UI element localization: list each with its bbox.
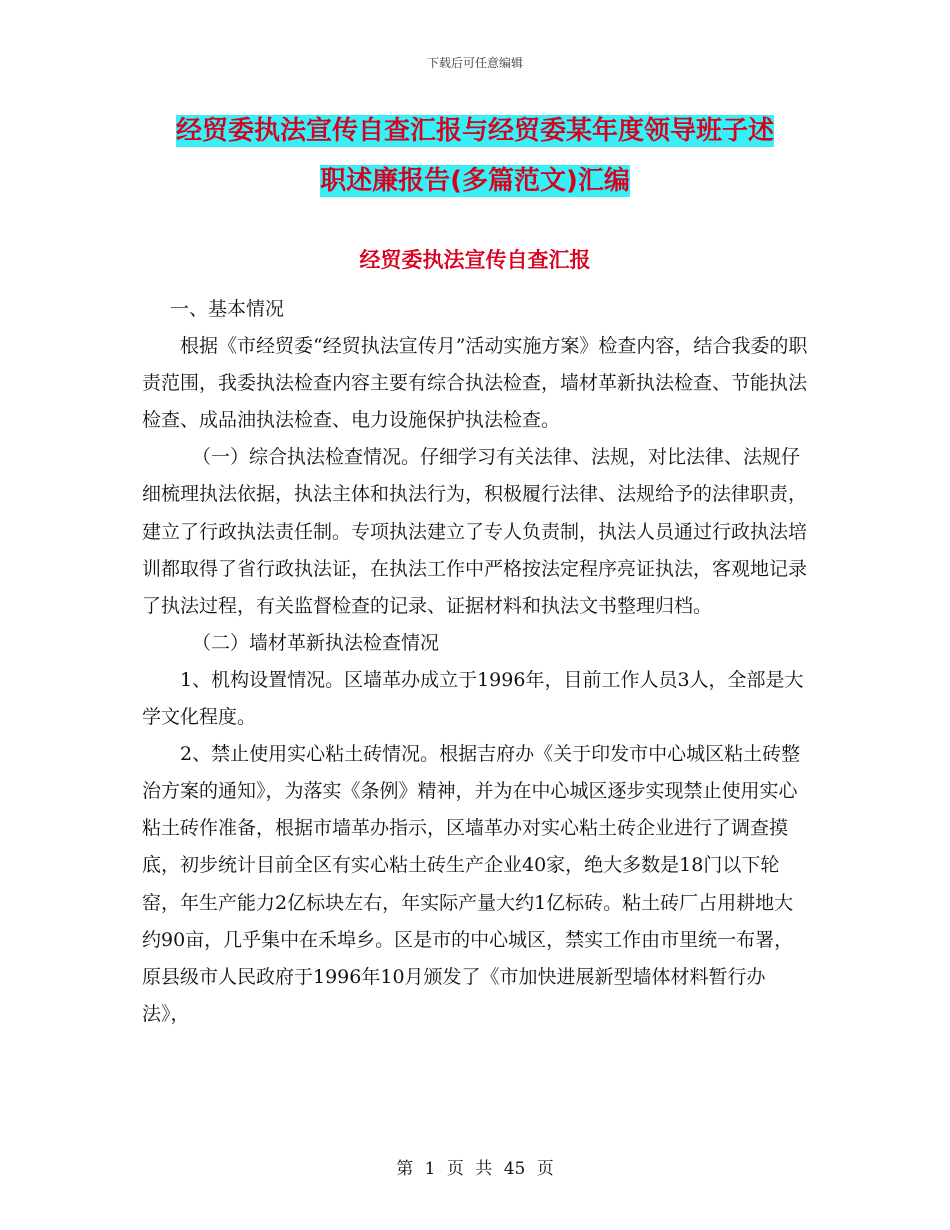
header-note: 下载后可任意编辑: [426, 56, 523, 70]
paragraph: （一）综合执法检查情况。仔细学习有关法律、法规，对比法律、法规仔细梳理执法依据，执法主体和执法行为，积极履行法律、法规给予的法律职责，建立了行政执法责任制。专项执法建立了专人负责制，执法人员通过行政执法培训都取得了省行政执法证，在执法工作中严格按法定程序亮证执法，客观地记录了执法过程，有关监督检查的记录、证据材料和执法文书整理归档。: [142, 446, 808, 617]
paragraph: 一、基本情况: [170, 298, 285, 320]
body-text: [142, 291, 812, 1033]
paragraph: 根据《市经贸委“经贸执法宣传月”活动实施方案》检查内容，结合我委的职责范围，我委执法检查内容主要有综合执法检查，墙材革新执法检查、节能执法检查、成品油执法检查、电力设施保护执法检查。: [142, 335, 808, 432]
title-line-1: 经贸委执法宣传自查汇报与经贸委某年度领导班子述: [175, 116, 774, 146]
document-title: [0, 106, 950, 206]
section-title: 经贸委执法宣传自查汇报: [359, 248, 591, 272]
paragraph: 1、机构设置情况。区墙革办成立于1996年，目前工作人员3人，全部是大学文化程度。: [142, 668, 804, 729]
title-line-2: 职述廉报告(多篇范文)汇编: [320, 166, 630, 196]
paragraph: （二）墙材革新执法检查情况: [192, 631, 440, 654]
page-footer: 第 1 页 共 45 页: [396, 1159, 554, 1179]
paragraph: 2、禁止使用实心粘土砖情况。根据吉府办《关于印发市中心城区粘土砖整治方案的通知》，为落实《条例》精神，并为在中心城区逐步实现禁止使用实心粘土砖作准备，根据市墙革办指示，区墙革办对实心粘土砖企业进行了调查摸底，初步统计目前全区有实心粘土砖生产企业40家，绝大多数是18门以下轮窑，年生产能力2亿标块左右，年实际产量大约1亿标砖。粘土砖厂占用耕地大约90亩，几乎集中在禾埠乡。区是市的中心城区，禁实工作由市里统一布署，原县级市人民政府于1996年10月颁发了《市加快进展新型墙体材料暂行办法》，: [142, 743, 801, 1025]
